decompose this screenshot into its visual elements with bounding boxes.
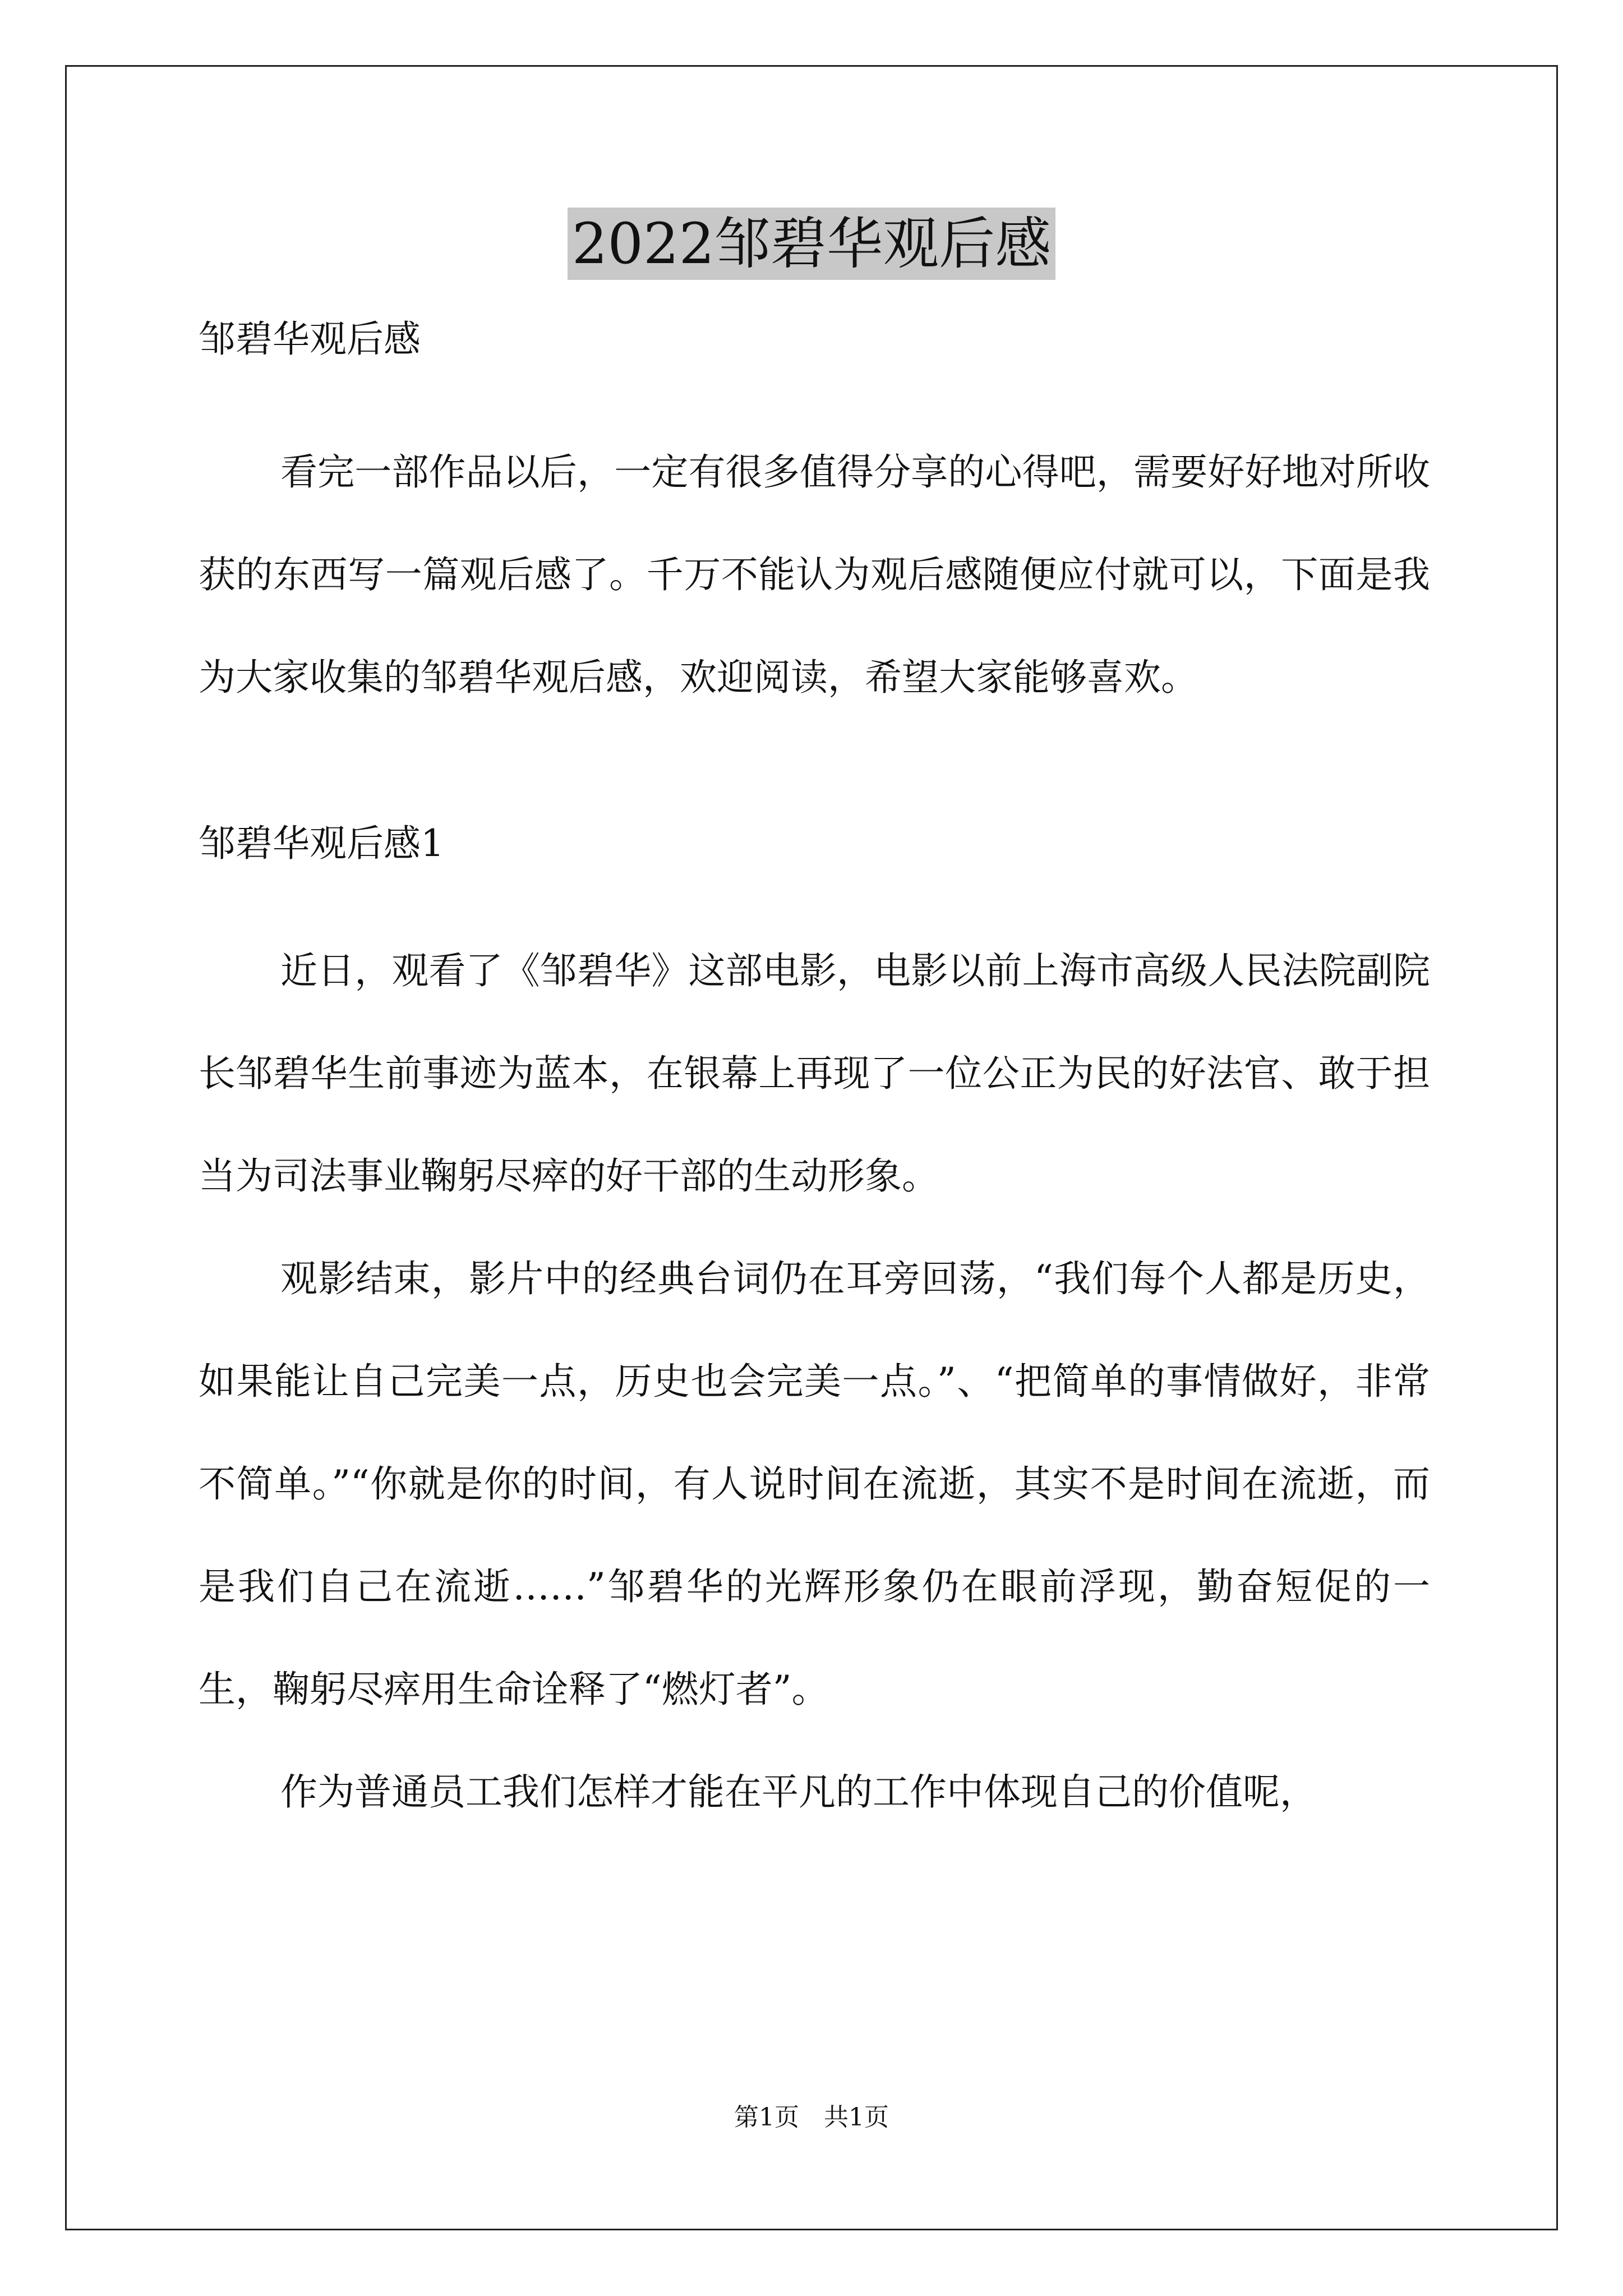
- document-body: [199, 314, 1430, 1843]
- body-paragraph-1: 近日，观看了《邹碧华》这部电影，电影以前上海市高级人民法院副院长邹碧华生前事迹为蓝本，在银幕上再现了一位公正为民的好法官、敢于担当为司法事业鞠躬尽瘁的好干部的生动形象。: [199, 949, 1430, 1198]
- section-heading-1: 邹碧华观后感1: [199, 822, 444, 865]
- page-footer: 第1页 共1页: [734, 2103, 889, 2132]
- intro-heading: 邹碧华观后感: [199, 318, 421, 361]
- title-text: 2022邹碧华观后感: [568, 208, 1056, 280]
- body-paragraph-2: 观影结束，影片中的经典台词仍在耳旁回荡，“我们每个人都是历史，如果能让自己完美一点，历史也会完美一点。”、“把简单的事情做好，非常不简单。”“你就是你的时间，有人说时间在流逝，其实不是时间在流逝，而是我们自己在流逝……”邹碧华的光辉形象仍在眼前浮现，勤奋短促的一生，鞠躬尽瘁用生命诠释了“燃灯者”。: [199, 1257, 1430, 1711]
- document-title: [0, 208, 1623, 280]
- body-paragraph-3: 作为普通员工我们怎样才能在平凡的工作中体现自己的价值呢，: [280, 1770, 1317, 1814]
- intro-paragraph: 看完一部作品以后，一定有很多值得分享的心得吧，需要好好地对所收获的东西写一篇观后感了。千万不能认为观后感随便应付就可以，下面是我为大家收集的邹碧华观后感，欢迎阅读，希望大家能够喜欢。: [199, 450, 1430, 699]
